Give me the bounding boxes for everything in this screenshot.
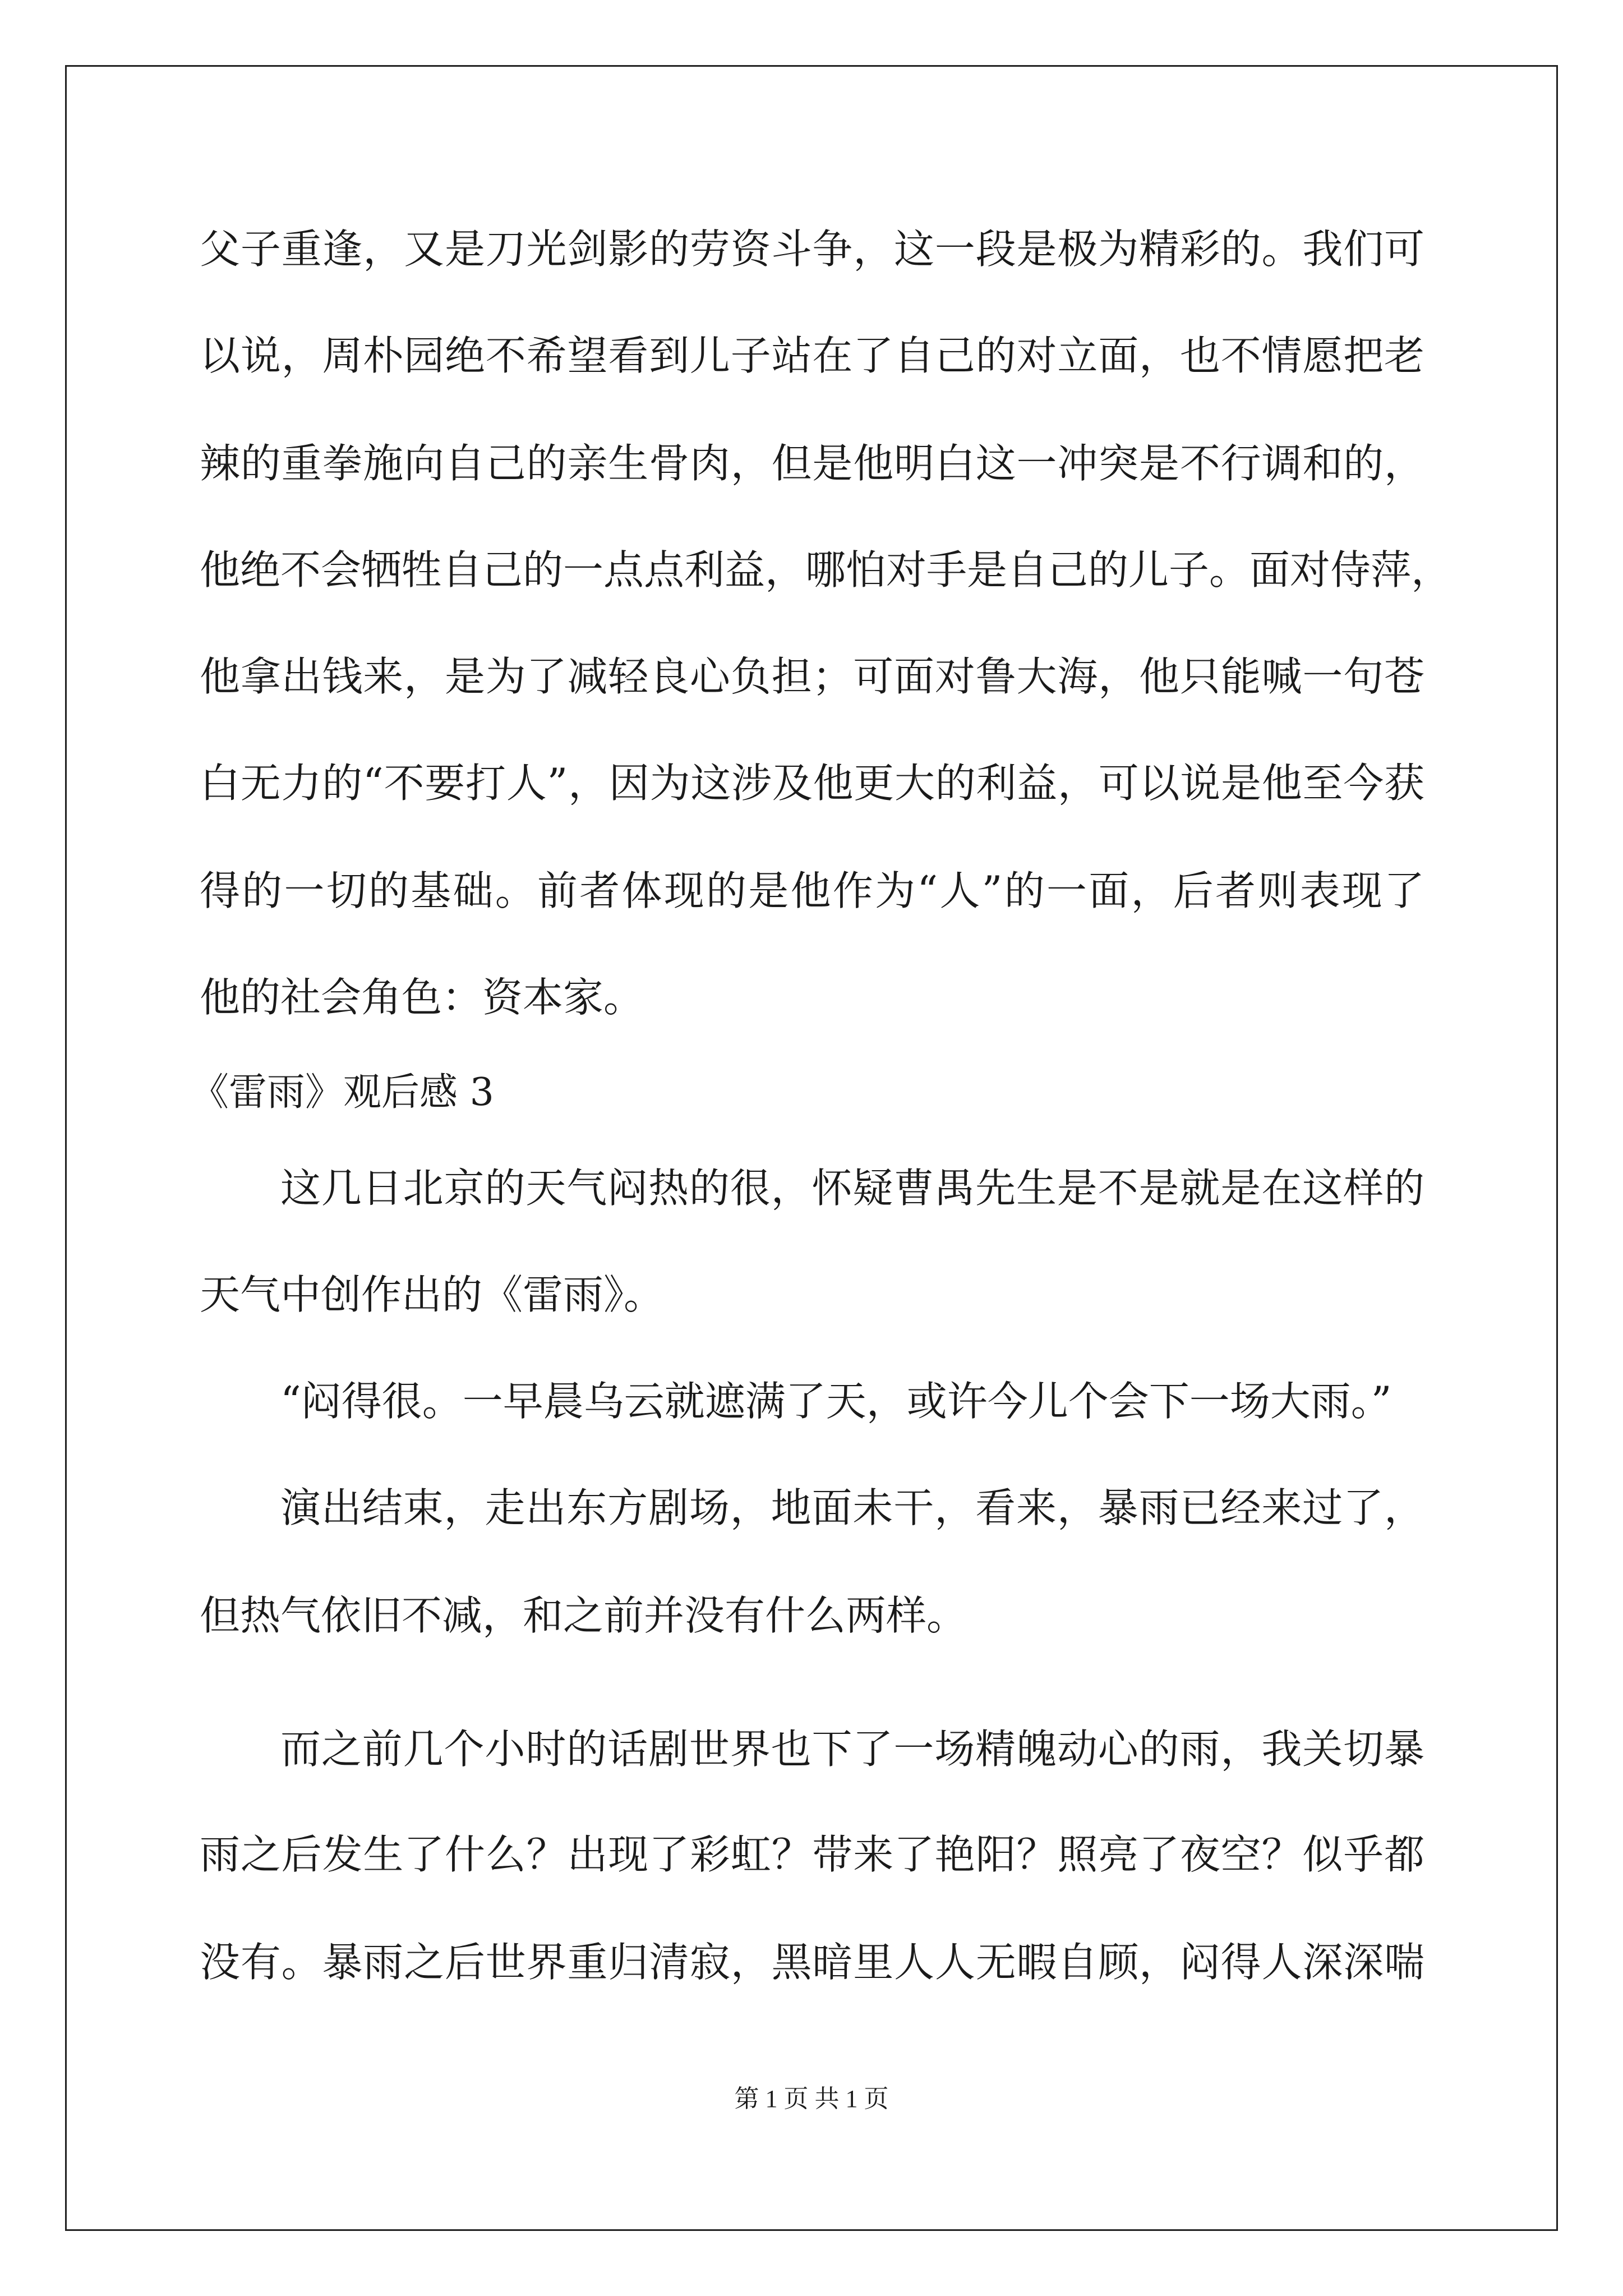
page-footer: 第 1 页 共 1 页 [734,2085,889,2113]
paragraph-line: 而之前几个小时的话剧世界也下了一场精魄动心的雨，我关切暴 [280,1726,1424,1773]
paragraph-line: 雨之后发生了什么？出现了彩虹？带来了艳阳？照亮了夜空？似乎都 [200,1831,1424,1878]
paragraph-line: 天气中创作出的《雷雨》。 [200,1271,665,1318]
section-heading: 《雷雨》观后感 3 [191,1070,494,1115]
paragraph-line: 但热气依旧不减，和之前并没有什么两样。 [200,1592,967,1639]
paragraph-line: 父子重逢，又是刀光剑影的劳资斗争，这一段是极为精彩的。我们可 [200,226,1424,273]
paragraph-line: 他绝不会牺牲自己的一点点利益，哪怕对手是自己的儿子。面对侍萍， [200,546,1452,593]
paragraph-line: 没有。暴雨之后世界重归清寂，黑暗里人人无暇自顾，闷得人深深喘 [200,1939,1424,1986]
paragraph-line: 他拿出钱来，是为了减轻良心负担；可面对鲁大海，他只能喊一句苍 [200,653,1424,700]
paragraph-line: 白无力的“不要打人”，因为这涉及他更大的利益，可以说是他至今获 [200,760,1424,807]
paragraph-line: 辣的重拳施向自己的亲生骨肉，但是他明白这一冲突是不行调和的， [200,440,1424,487]
page-border [65,65,1558,2231]
quote-line: “闷得很。一早晨乌云就遮满了天，或许今儿个会下一场大雨。” [280,1378,1392,1425]
paragraph-line: 得的一切的基础。前者体现的是他作为“人”的一面，后者则表现了 [200,867,1424,914]
paragraph-line: 以说，周朴园绝不希望看到儿子站在了自己的对立面，也不情愿把老 [200,332,1424,379]
paragraph-line: 演出结束，走出东方剧场，地面未干，看来，暴雨已经来过了， [280,1484,1424,1531]
paragraph-line: 他的社会角色：资本家。 [200,974,644,1021]
paragraph-line: 这几日北京的天气闷热的很，怀疑曹禺先生是不是就是在这样的 [280,1165,1424,1212]
